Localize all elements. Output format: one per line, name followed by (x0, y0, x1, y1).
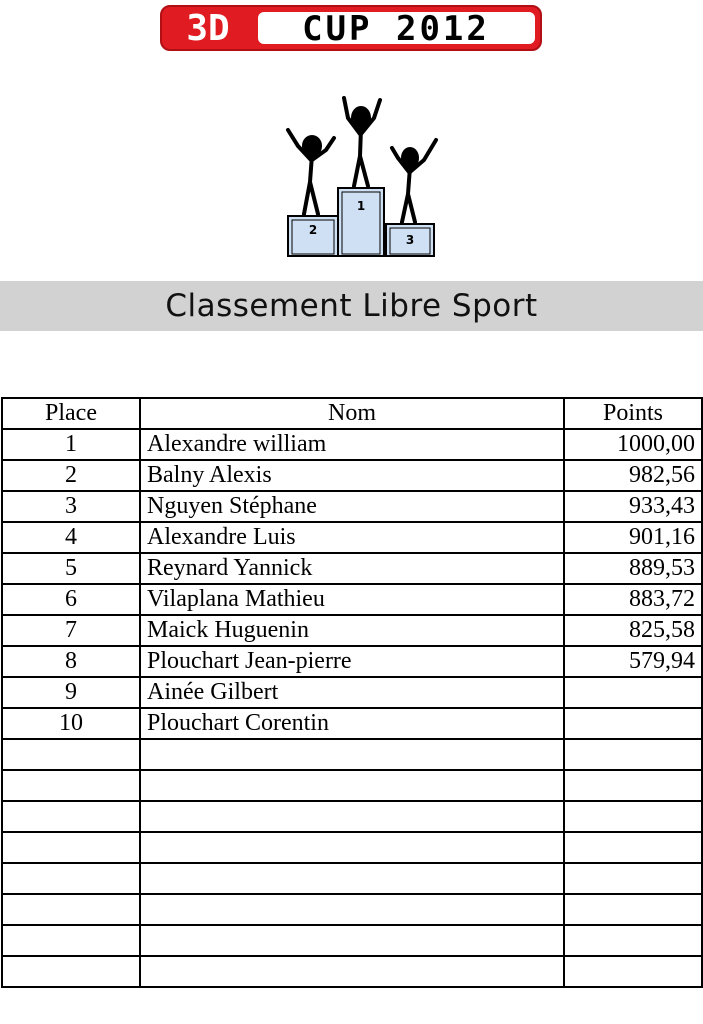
place-cell (2, 863, 140, 894)
table-row (2, 863, 702, 894)
name-cell (140, 801, 564, 832)
table-row (2, 584, 702, 615)
podium-label-third: 3 (405, 233, 415, 247)
place-cell: 2 (2, 460, 140, 491)
place-cell: 8 (2, 646, 140, 677)
points-cell (564, 677, 702, 708)
place-cell (2, 739, 140, 770)
name-cell: Vilaplana Mathieu (140, 584, 564, 615)
place-cell: 9 (2, 677, 140, 708)
points-cell (564, 801, 702, 832)
points-cell: 889,53 (564, 553, 702, 584)
points-cell (564, 956, 702, 987)
event-logo-graphic (160, 5, 542, 51)
name-cell: Balny Alexis (140, 460, 564, 491)
table-header-row (2, 398, 702, 429)
name-cell: Plouchart Jean-pierre (140, 646, 564, 677)
event-logo (160, 5, 542, 51)
place-cell (2, 894, 140, 925)
place-cell (2, 801, 140, 832)
table-row (2, 646, 702, 677)
place-cell: 7 (2, 615, 140, 646)
podium-label-second: 2 (308, 223, 318, 237)
points-cell: 1000,00 (564, 429, 702, 460)
table-row (2, 770, 702, 801)
points-cell: 982,56 (564, 460, 702, 491)
podium-label-first: 1 (356, 199, 366, 213)
page-title: Classement Libre Sport (165, 288, 538, 324)
second-place-figure-icon (288, 130, 334, 214)
points-cell (564, 894, 702, 925)
table-row (2, 894, 702, 925)
table-row (2, 553, 702, 584)
table-row (2, 739, 702, 770)
name-cell: Nguyen Stéphane (140, 491, 564, 522)
name-cell (140, 739, 564, 770)
points-cell (564, 863, 702, 894)
name-cell (140, 770, 564, 801)
name-cell (140, 832, 564, 863)
points-cell: 825,58 (564, 615, 702, 646)
winner-figure-icon (344, 98, 380, 186)
column-header-nom: Nom (140, 398, 564, 429)
ranking-table (1, 397, 703, 988)
table-row (2, 832, 702, 863)
points-cell: 579,94 (564, 646, 702, 677)
column-header-place: Place (2, 398, 140, 429)
table-row (2, 615, 702, 646)
column-header-points: Points (564, 398, 702, 429)
points-cell (564, 832, 702, 863)
name-cell (140, 894, 564, 925)
name-cell: Alexandre william (140, 429, 564, 460)
name-cell (140, 863, 564, 894)
points-cell (564, 739, 702, 770)
logo-text-cup: CUP 2012 (302, 9, 490, 49)
place-cell: 5 (2, 553, 140, 584)
third-place-figure-icon (392, 140, 436, 222)
points-cell: 883,72 (564, 584, 702, 615)
name-cell: Ainée Gilbert (140, 677, 564, 708)
podium-illustration (282, 94, 442, 260)
points-cell: 933,43 (564, 491, 702, 522)
name-cell: Maick Huguenin (140, 615, 564, 646)
table-row (2, 708, 702, 739)
table-row (2, 429, 702, 460)
place-cell: 1 (2, 429, 140, 460)
place-cell (2, 956, 140, 987)
name-cell: Plouchart Corentin (140, 708, 564, 739)
points-cell (564, 708, 702, 739)
table-row (2, 925, 702, 956)
points-cell (564, 925, 702, 956)
place-cell: 6 (2, 584, 140, 615)
place-cell: 4 (2, 522, 140, 553)
points-cell (564, 770, 702, 801)
place-cell (2, 925, 140, 956)
place-cell: 3 (2, 491, 140, 522)
name-cell: Alexandre Luis (140, 522, 564, 553)
logo-text-3d: 3D (186, 8, 230, 49)
table-row (2, 956, 702, 987)
place-cell: 10 (2, 708, 140, 739)
points-cell: 901,16 (564, 522, 702, 553)
place-cell (2, 832, 140, 863)
table-row (2, 460, 702, 491)
table-row (2, 677, 702, 708)
table-row (2, 522, 702, 553)
title-banner (0, 281, 703, 331)
name-cell (140, 956, 564, 987)
table-row (2, 801, 702, 832)
place-cell (2, 770, 140, 801)
name-cell: Reynard Yannick (140, 553, 564, 584)
table-row (2, 491, 702, 522)
name-cell (140, 925, 564, 956)
